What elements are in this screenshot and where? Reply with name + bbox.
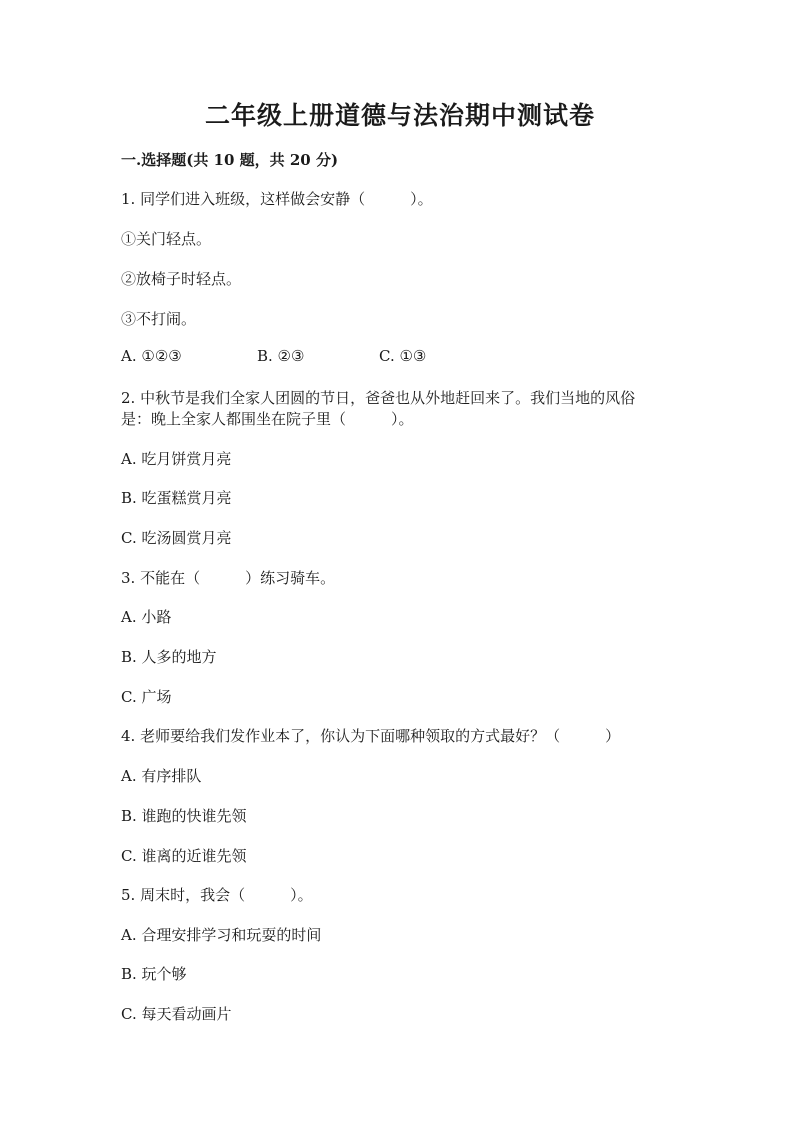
question-1-stem: 1. 同学们进入班级，这样做会安静（ ）。 <box>121 190 433 208</box>
question-3-option-c: C. 广场 <box>121 688 172 706</box>
question-5-option-b: B. 玩个够 <box>121 965 187 983</box>
question-4-option-a: A. 有序排队 <box>121 767 202 785</box>
question-1-option-c: C. ①③ <box>379 347 427 365</box>
question-2-option-b: B. 吃蛋糕赏月亮 <box>121 489 232 507</box>
question-5-option-a: A. 合理安排学习和玩耍的时间 <box>121 926 322 944</box>
question-1-option-b: B. ②③ <box>257 347 305 365</box>
question-3-option-a: A. 小路 <box>121 608 172 626</box>
question-2-option-c: C. 吃汤圆赏月亮 <box>121 529 232 547</box>
question-2-stem-line-1: 2. 中秋节是我们全家人团圆的节日，爸爸也从外地赶回来了。我们当地的风俗 <box>121 389 636 407</box>
section-heading: 一.选择题(共 10 题，共 20 分) <box>121 151 339 169</box>
question-1-item-3: ③不打闹。 <box>121 310 197 328</box>
question-4-option-b: B. 谁跑的快谁先领 <box>121 807 247 825</box>
question-1-item-2: ②放椅子时轻点。 <box>121 270 242 288</box>
question-1-option-a: A. ①②③ <box>121 347 182 365</box>
question-5-option-c: C. 每天看动画片 <box>121 1005 232 1023</box>
question-3-option-b: B. 人多的地方 <box>121 648 217 666</box>
question-4-option-c: C. 谁离的近谁先领 <box>121 847 247 865</box>
question-1-item-1: ①关门轻点。 <box>121 230 212 248</box>
question-5-stem: 5. 周末时，我会（ ）。 <box>121 886 313 904</box>
question-3-stem: 3. 不能在（ ）练习骑车。 <box>121 569 336 587</box>
question-2-option-a: A. 吃月饼赏月亮 <box>121 450 232 468</box>
exam-title: 二年级上册道德与法治期中测试卷 <box>204 101 595 130</box>
question-2-stem-line-2: 是：晚上全家人都围坐在院子里（ ）。 <box>121 410 414 428</box>
question-4-stem: 4. 老师要给我们发作业本了，你认为下面哪种领取的方式最好？（ ） <box>121 727 621 745</box>
